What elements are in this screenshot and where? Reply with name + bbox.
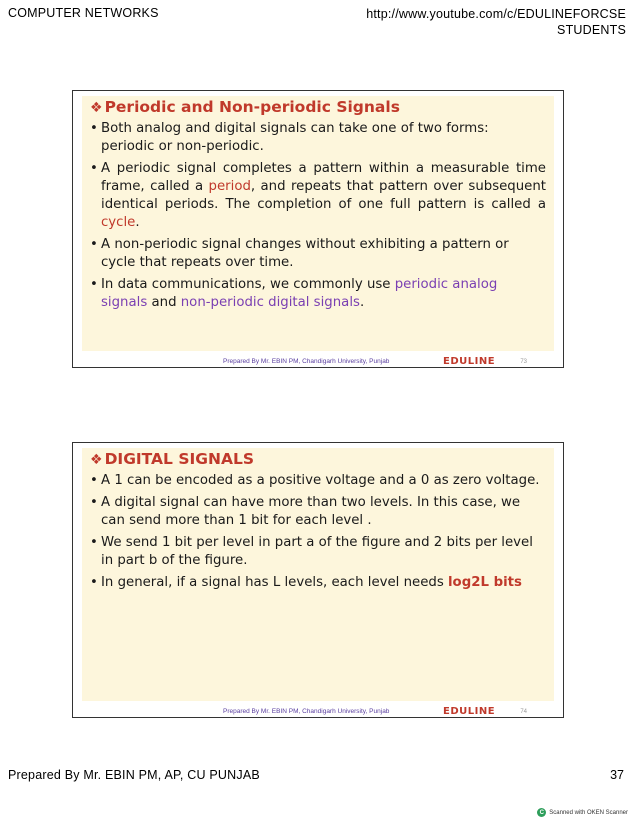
scanner-text: Scanned with OKEN Scanner bbox=[549, 809, 628, 816]
bullet-item: • A digital signal can have more than two levels. In this case, we can send more than 1 bit for each level . bbox=[90, 494, 546, 530]
bullet-list bbox=[90, 120, 546, 312]
slide-title: ❖ Periodic and Non-periodic Signals bbox=[90, 98, 400, 116]
header-students: STUDENTS bbox=[557, 23, 626, 37]
eduline-logo: EDULINE bbox=[443, 706, 496, 717]
bullet-item: • A periodic signal completes a pattern within a measurable time frame, called a period, and repeats that pattern over subsequent identical periods. The completion of one full pattern is called a cycle. bbox=[90, 160, 546, 232]
slide-number: 74 bbox=[520, 709, 527, 715]
bullet-list bbox=[90, 472, 546, 592]
bullet-item: • Both analog and digital signals can take one of two forms: periodic or non-periodic. bbox=[90, 120, 546, 156]
bullet-item: • In data communications, we commonly use periodic analog signals and non-periodic digital signals. bbox=[90, 276, 546, 312]
diamond-bullet-icon: ❖ bbox=[90, 452, 103, 468]
slide-content bbox=[82, 448, 554, 701]
slide-footer: Prepared By Mr. EBIN PM, Chandigarh University, Punjab bbox=[223, 358, 390, 365]
diamond-bullet-icon: ❖ bbox=[90, 100, 103, 116]
slide-74 bbox=[72, 442, 564, 718]
page-number: 37 bbox=[610, 768, 624, 782]
footer-left: Prepared By Mr. EBIN PM, AP, CU PUNJAB bbox=[8, 768, 260, 782]
bullet-item: • A 1 can be encoded as a positive voltage and a 0 as zero voltage. bbox=[90, 472, 546, 490]
scanner-logo-icon: C bbox=[537, 808, 546, 817]
slide-content bbox=[82, 96, 554, 351]
bullet-item: • We send 1 bit per level in part a of the figure and 2 bits per level in part b of the figure. bbox=[90, 534, 546, 570]
bullet-item: • In general, if a signal has L levels, each level needs log2L bits bbox=[90, 574, 546, 592]
eduline-logo: EDULINE bbox=[443, 356, 496, 367]
scanner-watermark bbox=[537, 808, 628, 817]
bullet-item: • A non-periodic signal changes without exhibiting a pattern or cycle that repeats over time. bbox=[90, 236, 546, 272]
slide-footer: Prepared By Mr. EBIN PM, Chandigarh University, Punjab bbox=[223, 708, 390, 715]
header-right bbox=[366, 6, 626, 38]
header-left: COMPUTER NETWORKS bbox=[8, 6, 159, 20]
slide-title: ❖ DIGITAL SIGNALS bbox=[90, 450, 254, 468]
slide-number: 73 bbox=[520, 359, 527, 365]
header-url: http://www.youtube.com/c/EDULINEFORCSE bbox=[366, 7, 626, 21]
slide-73 bbox=[72, 90, 564, 368]
